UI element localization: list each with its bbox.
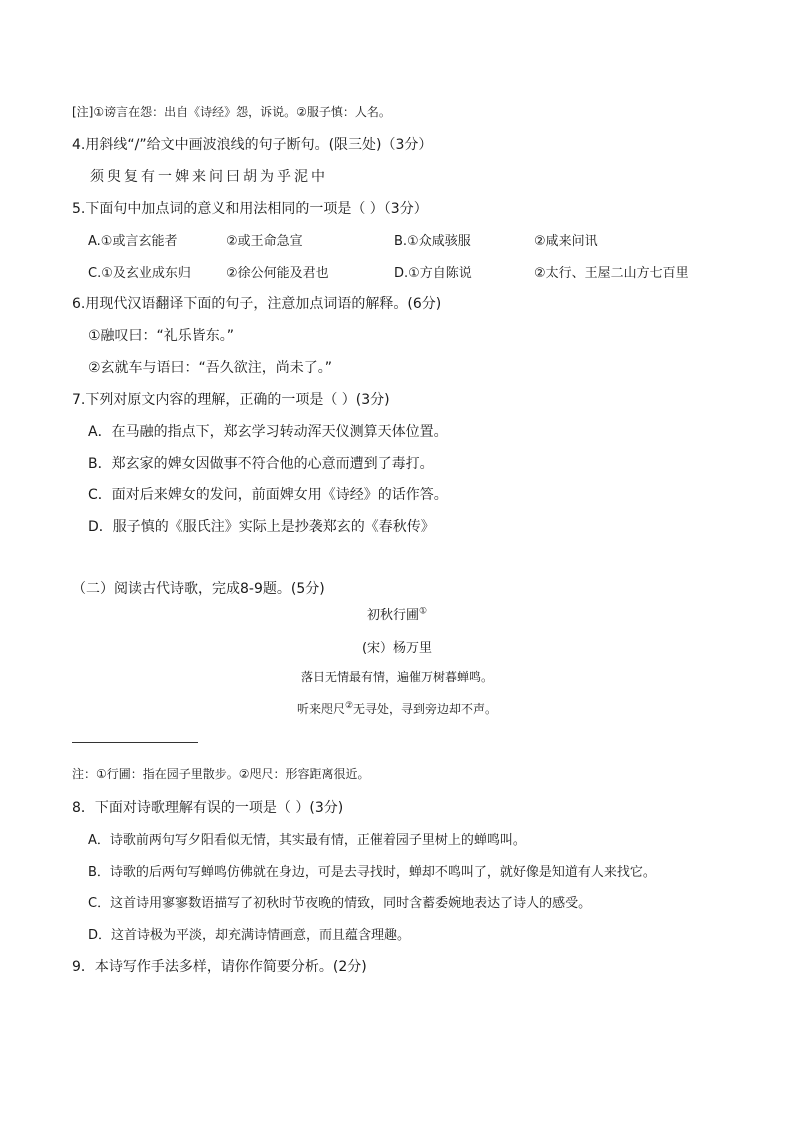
question-7-option-d: D．服子慎的《服氏注》实际上是抄袭郑玄的《春秋传》	[88, 519, 435, 535]
question-8-option-d: D．这首诗极为平淡，却充满诗情画意，而且蕴含理趣。	[88, 928, 411, 943]
question-9-stem: 9．本诗写作手法多样，请你作简要分析。(2分)	[72, 959, 367, 975]
question-6-item-2: ②玄就车与语曰：“吾久欲注，尚未了。”	[88, 360, 333, 376]
question-6-item-1: ①融叹曰：“礼乐皆东。”	[88, 328, 235, 344]
question-6-stem: 6.用现代汉语翻译下面的句子，注意加点词语的解释。(6分)	[72, 296, 442, 312]
question-8-stem: 8．下面对诗歌理解有误的一项是（ ）(3分)	[72, 800, 344, 816]
poem-author: (宋）杨万里	[361, 641, 433, 656]
question-5-option-d1: D.①方自陈说	[394, 266, 472, 281]
section-2-heading: （二）阅读古代诗歌，完成8-9题。(5分)	[72, 581, 325, 597]
question-5-option-c1: C.①及玄业成东归	[88, 266, 191, 281]
footnote-divider	[72, 742, 198, 743]
question-5-option-d2: ②太行、王屋二山方七百里	[534, 266, 689, 281]
question-7-option-a: A．在马融的指点下，郑玄学习转动浑天仪测算天体位置。	[88, 424, 448, 440]
question-7-option-c: C．面对后来婢女的发问，前面婢女用《诗经》的话作答。	[88, 487, 448, 503]
question-5-stem: 5.下面句中加点词的意义和用法相同的一项是（ ）（3分）	[72, 201, 428, 217]
poem-line-2-part-1: 听来咫尺	[296, 702, 345, 716]
footnote-poem: 注：①行圃：指在园子里散步。②咫尺：形容距离很近。	[72, 767, 370, 781]
poem-line-2-footnote-mark: ②	[344, 701, 354, 711]
poem-line-1: 落日无情最有情，遍催万树暮蝉鸣。	[300, 670, 493, 684]
question-8-option-b: B．诗歌的后两句写蝉鸣仿佛就在身边，可是去寻找时，蝉却不鸣叫了，就好像是知道有人来找它。	[88, 865, 656, 880]
question-4-sentence: 须臾复有一婢来问曰胡为乎泥中	[90, 169, 328, 185]
poem-title-footnote-mark: ①	[418, 606, 428, 617]
question-7-option-b: B．郑玄家的婢女因做事不符合他的心意而遭到了毒打。	[88, 456, 434, 472]
question-5-option-b2: ②咸来问讯	[534, 234, 598, 249]
poem-title-text: 初秋行圃	[366, 608, 419, 623]
question-8-option-c: C．这首诗用寥寥数语描写了初秋时节夜晚的情致，同时含蓄委婉地表达了诗人的感受。	[88, 896, 592, 911]
question-5-option-a1: A.①或言玄能者	[88, 234, 178, 249]
annotation-top: [注]①谤言在怨：出自《诗经》怨，诉说。②服子慎：人名。	[72, 105, 391, 119]
question-5-option-c2: ②徐公何能及君也	[226, 266, 329, 281]
question-5-option-a2: ②或王命急宣	[226, 234, 303, 249]
question-5-option-b1: B.①众咸骇服	[394, 234, 471, 249]
poem-title	[0, 604, 794, 623]
question-7-stem: 7.下列对原文内容的理解，正确的一项是（ ）(3分)	[72, 392, 390, 408]
poem-line-2	[0, 700, 794, 717]
question-8-option-a: A．诗歌前两句写夕阳看似无情，其实最有情，正催着园子里树上的蝉鸣叫。	[88, 833, 526, 848]
poem-line-2-part-2: 无寻处，寻到旁边却不声。	[353, 702, 498, 716]
question-4-stem: 4.用斜线“/”给文中画波浪线的句子断句。(限三处)（3分）	[72, 137, 433, 153]
